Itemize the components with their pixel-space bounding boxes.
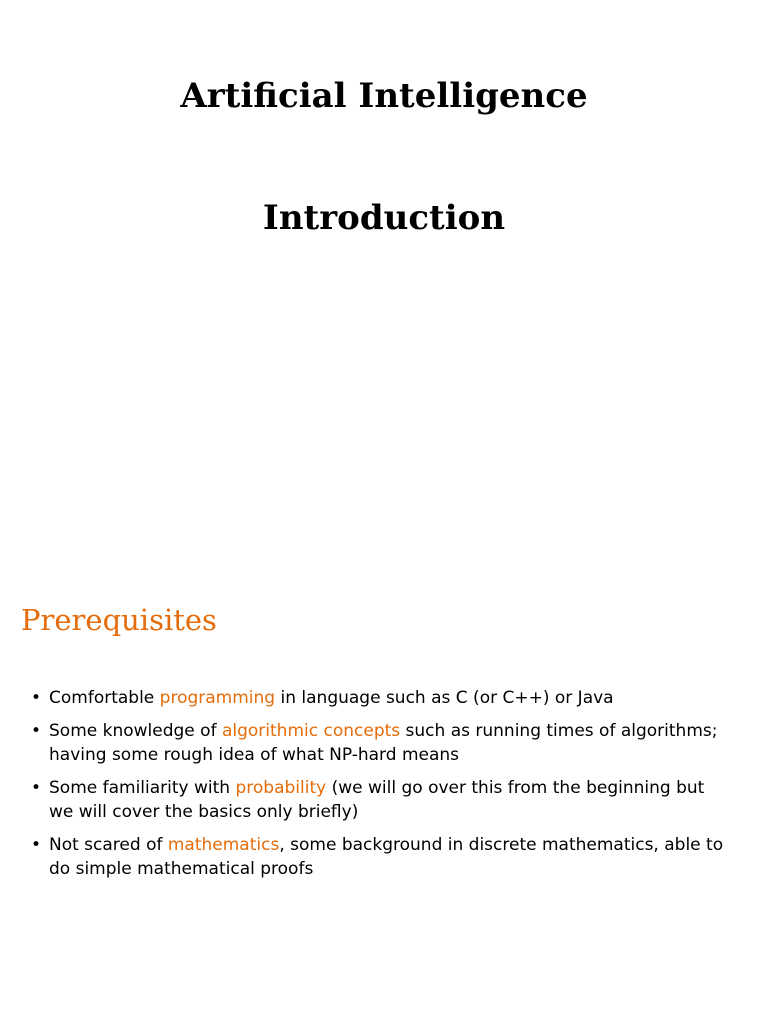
prerequisites-list	[31, 686, 731, 890]
bullet-text: Comfortable	[49, 688, 160, 708]
bullet-icon: •	[31, 688, 42, 708]
slide-prerequisites	[0, 560, 768, 1024]
bullet-highlight: algorithmic concepts	[221, 721, 401, 741]
bullet-text: such as running times of algorithms; having some rough idea of what NP-hard means	[49, 721, 718, 765]
bullet-icon: •	[31, 835, 42, 855]
bullet-highlight: programming	[159, 688, 276, 708]
bullet-text: (we will go over this from the beginning but we will cover the basics only briefly)	[49, 778, 705, 822]
bullet-text: in language such as C (or C++) or Java	[275, 688, 614, 708]
section-heading: Prerequisites	[21, 603, 217, 637]
bullet-icon: •	[31, 721, 42, 741]
page-subtitle: Introduction	[262, 198, 506, 238]
bullet-text: Some familiarity with	[49, 778, 236, 798]
page-title: Artificial Intelligence	[180, 76, 588, 116]
list-item	[31, 833, 731, 881]
bullet-text: Some knowledge of	[49, 721, 222, 741]
bullet-highlight: probability	[235, 778, 327, 798]
list-item	[31, 719, 731, 767]
bullet-text: , some background in discrete mathematics, able to do simple mathematical proofs	[49, 835, 724, 879]
bullet-highlight: mathematics	[167, 835, 280, 855]
list-item	[31, 776, 731, 824]
bullet-icon: •	[31, 778, 42, 798]
list-item	[31, 686, 731, 710]
bullet-text: Not scared of	[49, 835, 168, 855]
